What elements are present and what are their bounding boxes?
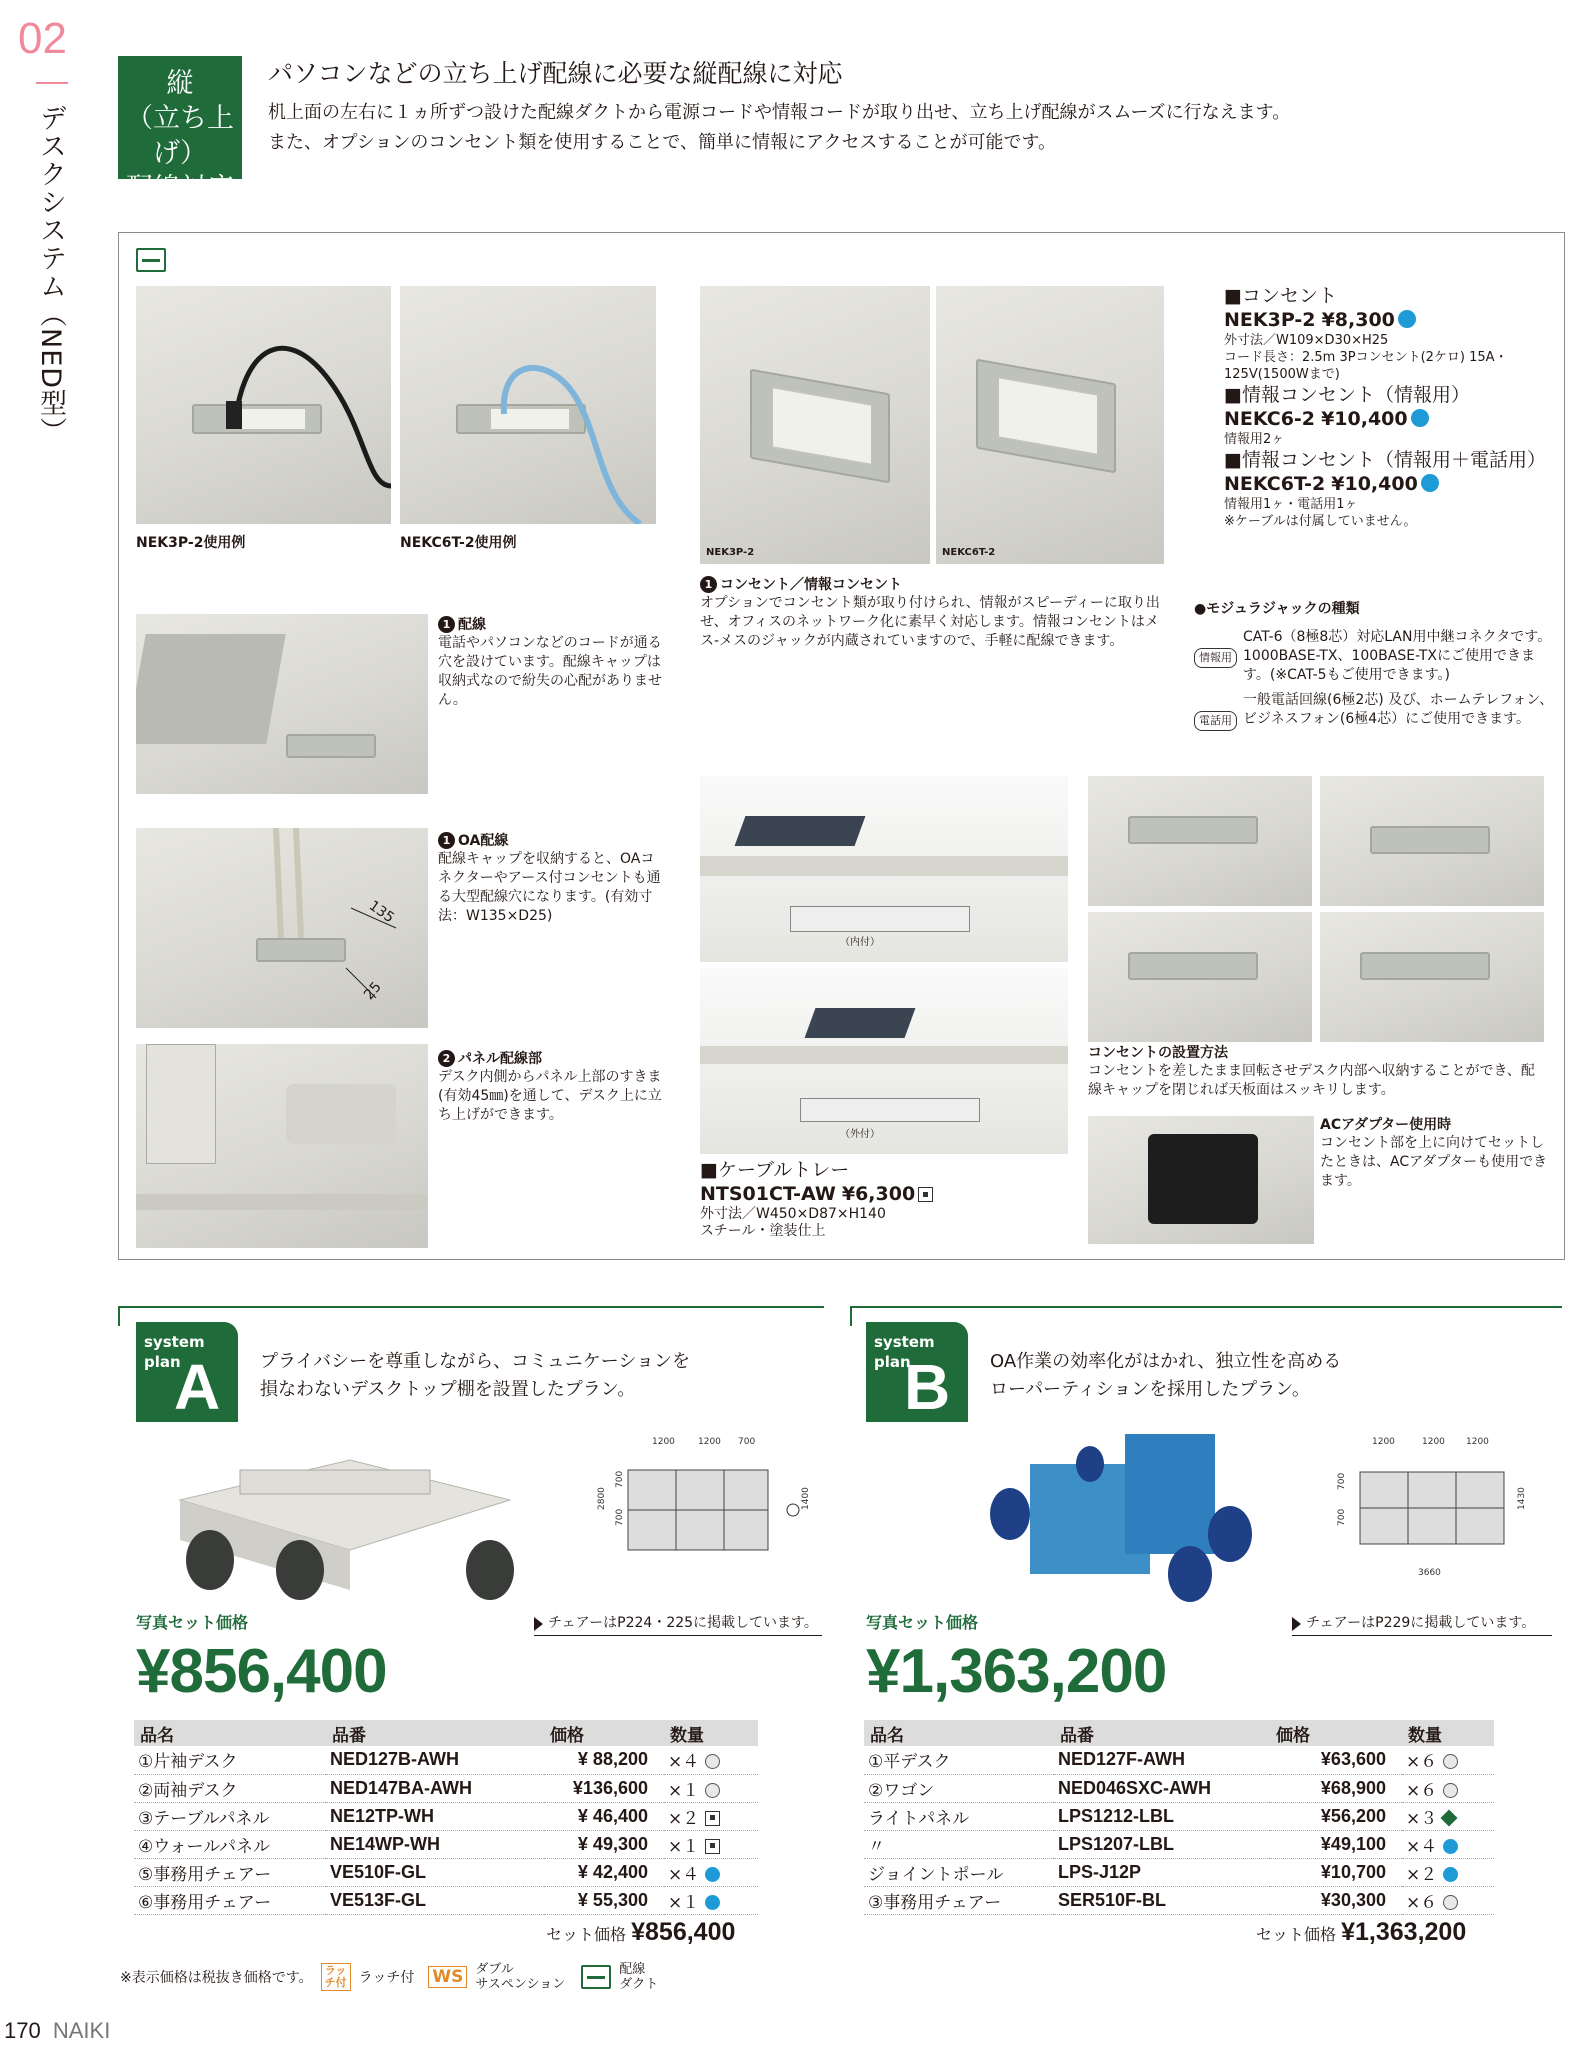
item-code bbox=[1054, 1886, 1270, 1914]
item-code bbox=[1054, 1858, 1270, 1886]
concent-title: コンセント／情報コンセント bbox=[720, 577, 902, 593]
item-code-text: NED147BA-AWH bbox=[330, 1777, 473, 1798]
item-name-text: ⑤事務用チェアー bbox=[138, 1864, 272, 1885]
plan-b-photo bbox=[990, 1424, 1270, 1610]
table-row bbox=[864, 1830, 1494, 1858]
item-name bbox=[864, 1886, 1054, 1914]
item-code-text: VE513F-GL bbox=[330, 1889, 427, 1910]
item-price bbox=[1270, 1830, 1402, 1858]
item-qty bbox=[664, 1858, 758, 1886]
section-number: 02 bbox=[18, 14, 67, 63]
item-name bbox=[864, 1774, 1054, 1802]
item-code bbox=[1054, 1774, 1270, 1802]
plan-a-set-total bbox=[546, 1918, 735, 1947]
item-code-text: SER510F-BL bbox=[1058, 1889, 1167, 1910]
jack-desc-tel: 一般電話回線(6極2芯) 及び、ホームテレフォン、ビジネスフォン(6極4芯）にご使用できます。 bbox=[1243, 692, 1554, 727]
item-price bbox=[1270, 1858, 1402, 1886]
item-code bbox=[1054, 1830, 1270, 1858]
table-row bbox=[134, 1746, 758, 1774]
plan-b-layout-diagram bbox=[1326, 1430, 1550, 1580]
item-qty bbox=[1402, 1858, 1494, 1886]
square-mark-icon bbox=[918, 1187, 933, 1202]
plan-a-rule bbox=[118, 1306, 824, 1308]
plan-a-dim-3: 700 bbox=[738, 1437, 756, 1447]
stock-dot-icon bbox=[1411, 409, 1429, 427]
product-concent-title: ■コンセント bbox=[1224, 285, 1337, 307]
feature-number: 1 bbox=[438, 616, 455, 633]
ring-mark-icon bbox=[1443, 1783, 1458, 1798]
plan-b-dim-6: 1430 bbox=[1517, 1487, 1527, 1510]
item-qty bbox=[1402, 1746, 1494, 1774]
col-code: 品番 bbox=[1054, 1720, 1270, 1746]
photo-setting-2 bbox=[1320, 776, 1544, 906]
plan-a-dim-2: 1200 bbox=[698, 1437, 721, 1447]
item-name-text: ジョイントポール bbox=[868, 1864, 1004, 1885]
item-code-text: VE510F-GL bbox=[330, 1861, 427, 1882]
plan-b-dim-7: 3660 bbox=[1418, 1568, 1441, 1578]
plan-a-tag bbox=[136, 1322, 238, 1422]
plan-b-system: system bbox=[874, 1333, 935, 1351]
item-name bbox=[134, 1858, 326, 1886]
item-qty bbox=[664, 1802, 758, 1830]
item-price bbox=[1270, 1774, 1402, 1802]
item-price bbox=[1270, 1802, 1402, 1830]
setting-title: コンセントの設置方法 bbox=[1088, 1045, 1228, 1061]
item-name bbox=[134, 1774, 326, 1802]
item-code-text: LPS1212-LBL bbox=[1058, 1805, 1175, 1826]
plan-a-rule-tick bbox=[118, 1306, 120, 1326]
item-price bbox=[1270, 1746, 1402, 1774]
plan-a-dim-1: 1200 bbox=[652, 1437, 675, 1447]
latch-label: ラッチ付 bbox=[358, 1970, 415, 1986]
item-code-text: NE12TP-WH bbox=[330, 1805, 435, 1826]
plan-b-rule-tick bbox=[850, 1306, 852, 1326]
product-concent-spec2: コード長さ：2.5m 3Pコンセント(2ケロ) 15A・125V(1500Wまで) bbox=[1224, 350, 1508, 382]
photo-ac-adapter bbox=[1088, 1116, 1314, 1244]
item-qty-text: ×６ bbox=[1406, 1892, 1438, 1913]
item-price bbox=[544, 1802, 664, 1830]
item-qty-text: ×２ bbox=[1406, 1864, 1438, 1885]
item-code bbox=[326, 1802, 544, 1830]
item-code-text: NE14WP-WH bbox=[330, 1833, 441, 1854]
item-qty bbox=[1402, 1830, 1494, 1858]
item-name-text: ⑥事務用チェアー bbox=[138, 1892, 272, 1913]
item-name-text: ②両袖デスク bbox=[138, 1780, 238, 1801]
item-qty-text: ×４ bbox=[1406, 1836, 1438, 1857]
latch-icon: ラッチ付 bbox=[321, 1963, 351, 1991]
item-name-text: ①片袖デスク bbox=[138, 1752, 238, 1773]
product-info-price: ¥10,400 bbox=[1321, 408, 1408, 430]
col-qty: 数量 bbox=[664, 1720, 758, 1746]
item-code bbox=[1054, 1802, 1270, 1830]
photo-nek3p-usage bbox=[136, 286, 391, 524]
item-qty-text: ×６ bbox=[1406, 1780, 1438, 1801]
badge-line-1: 縦 bbox=[166, 68, 194, 99]
photo-tray-inner bbox=[700, 776, 1068, 962]
plan-a-price-label: 写真セット価格 bbox=[136, 1613, 249, 1632]
plan-a-desc2: 損なわないデスクトップ棚を設置したプラン。 bbox=[260, 1379, 636, 1400]
plan-b-dim-1: 1200 bbox=[1372, 1437, 1395, 1447]
ac-desc: コンセント部を上に向けてセットしたときは、ACアダプターも使用できます。 bbox=[1320, 1135, 1548, 1189]
modular-jack-section bbox=[1194, 598, 1556, 731]
item-code bbox=[326, 1774, 544, 1802]
item-code-text: LPS-J12P bbox=[1058, 1861, 1142, 1882]
oa-title: OA配線 bbox=[458, 833, 509, 849]
col-name: 品名 bbox=[134, 1720, 326, 1746]
item-price-text: ¥10,700 bbox=[1320, 1861, 1386, 1882]
plan-b-set-price: ¥1,363,200 bbox=[1341, 1918, 1467, 1946]
item-qty bbox=[1402, 1802, 1494, 1830]
plan-b-dim-4: 700 bbox=[1337, 1472, 1347, 1490]
page-description bbox=[268, 98, 1488, 158]
item-name bbox=[864, 1746, 1054, 1774]
jack-tag-tel: 電話用 bbox=[1194, 711, 1237, 731]
plan-b-desc bbox=[990, 1348, 1341, 1404]
tray-spec1: 外寸法／W450×D87×H140 bbox=[700, 1206, 886, 1222]
haisen-desc: 電話やパソコンなどのコードが通る穴を設けています。配線キャップは収納式なので紛失の心配がありません。 bbox=[438, 635, 662, 708]
page-title: パソコンなどの立ち上げ配線に必要な縦配線に対応 bbox=[268, 59, 843, 88]
plan-a-desc bbox=[260, 1348, 690, 1404]
duct-label-2: ダクト bbox=[619, 1977, 659, 1992]
col-name: 品名 bbox=[864, 1720, 1054, 1746]
plan-a-set-label: セット価格 bbox=[546, 1925, 627, 1944]
blue-dot-icon bbox=[705, 1895, 720, 1910]
tray-inner-label: （内付） bbox=[840, 937, 880, 948]
plan-b-dim-3: 1200 bbox=[1466, 1437, 1489, 1447]
blue-dot-icon bbox=[1443, 1839, 1458, 1854]
item-qty-text: ×１ bbox=[668, 1780, 700, 1801]
photo-setting-4 bbox=[1320, 912, 1544, 1042]
item-name bbox=[864, 1858, 1054, 1886]
item-price bbox=[544, 1774, 664, 1802]
setting-method bbox=[1088, 1042, 1548, 1100]
tray-outer-label: （外付） bbox=[840, 1129, 880, 1140]
concent-desc: オプションでコンセント類が取り付けられ、情報がスピーディーに取り出せ、オフィスのネットワーク化に素早く対応します。情報コンセントはメス-メスのジャックが内蔵されていますので、手軽に配線できます。 bbox=[700, 595, 1160, 649]
plan-b-letter: B bbox=[904, 1351, 951, 1423]
plan-a-chair-note: チェアーはP224・225に掲載しています。 bbox=[534, 1612, 822, 1636]
item-price-text: ¥68,900 bbox=[1320, 1777, 1386, 1798]
col-price: 価格 bbox=[1270, 1720, 1402, 1746]
item-price-text: ¥49,100 bbox=[1320, 1833, 1386, 1854]
table-row bbox=[134, 1774, 758, 1802]
plan-b-desc1: OA作業の効率化がはかれ、独立性を高める bbox=[990, 1351, 1342, 1372]
wiring-duct-icon bbox=[581, 1965, 611, 1989]
photo-nekc6t bbox=[936, 286, 1164, 564]
section-title: デスクシステム（NED型） bbox=[35, 104, 66, 446]
ws-label-2: サスペンション bbox=[475, 1977, 566, 1992]
table-row bbox=[134, 1802, 758, 1830]
table-row bbox=[864, 1746, 1494, 1774]
item-price-text: ¥ 49,300 bbox=[577, 1833, 648, 1854]
item-name-text: ③事務用チェアー bbox=[868, 1892, 1002, 1913]
product-list bbox=[1224, 284, 1554, 530]
item-price bbox=[544, 1746, 664, 1774]
duct-label-1: 配線 bbox=[619, 1962, 646, 1977]
plan-b-set-label: セット価格 bbox=[1256, 1925, 1337, 1944]
plan-a-dim-5: 1400 bbox=[801, 1487, 811, 1510]
item-name bbox=[134, 1802, 326, 1830]
photo-panel-haisen bbox=[136, 1044, 428, 1248]
badge-line-2: （立ち上げ） bbox=[126, 103, 234, 169]
item-price bbox=[544, 1886, 664, 1914]
tray-title: ■ケーブルトレー bbox=[700, 1159, 850, 1181]
item-price-text: ¥ 88,200 bbox=[577, 1749, 648, 1770]
jack-tag-info: 情報用 bbox=[1194, 648, 1237, 668]
product-concent-spec1: 外寸法／W109×D30×H25 bbox=[1224, 333, 1389, 348]
footer-legend bbox=[120, 1962, 658, 1992]
item-price-text: ¥ 42,400 bbox=[577, 1861, 648, 1882]
photo-caption-nekc6t: NEKC6T-2使用例 bbox=[400, 535, 517, 551]
blue-dot-icon bbox=[1443, 1867, 1458, 1882]
product-info-code: NEKC6-2 bbox=[1224, 408, 1316, 430]
table-row bbox=[864, 1886, 1494, 1914]
product-concent-code: NEK3P-2 bbox=[1224, 309, 1316, 331]
item-qty bbox=[664, 1830, 758, 1858]
plan-b-chair-note: チェアーはP229に掲載しています。 bbox=[1292, 1612, 1552, 1636]
item-price-text: ¥56,200 bbox=[1320, 1805, 1386, 1826]
brand-name: NAIKI bbox=[52, 2018, 111, 2043]
photo-setting-1 bbox=[1088, 776, 1312, 906]
wiring-duct-icon bbox=[136, 248, 166, 272]
stock-dot-icon bbox=[1398, 310, 1416, 328]
item-qty-text: ×３ bbox=[1406, 1808, 1438, 1829]
ws-label-1: ダブル bbox=[475, 1962, 514, 1977]
ring-mark-icon bbox=[1443, 1895, 1458, 1910]
feature-badge bbox=[118, 56, 242, 204]
plan-b-dim-5: 700 bbox=[1337, 1508, 1347, 1526]
item-qty-text: ×６ bbox=[1406, 1752, 1438, 1773]
blue-dot-icon bbox=[705, 1867, 720, 1882]
plan-b-rule bbox=[850, 1306, 1562, 1308]
item-qty-text: ×４ bbox=[668, 1864, 700, 1885]
item-code bbox=[1054, 1746, 1270, 1774]
haisen-feature bbox=[438, 614, 668, 710]
item-price-text: ¥63,600 bbox=[1320, 1749, 1386, 1770]
item-price-text: ¥ 46,400 bbox=[577, 1805, 648, 1826]
product-infotel-spec2: ※ケーブルは付属していません。 bbox=[1224, 514, 1417, 529]
item-qty bbox=[664, 1746, 758, 1774]
item-code bbox=[326, 1886, 544, 1914]
product-infotel-price: ¥10,400 bbox=[1331, 473, 1418, 495]
item-code bbox=[326, 1858, 544, 1886]
item-price-text: ¥30,300 bbox=[1320, 1889, 1386, 1910]
concent-feature bbox=[700, 574, 1160, 651]
ring-mark-icon bbox=[705, 1754, 720, 1769]
product-concent-price: ¥8,300 bbox=[1321, 309, 1395, 331]
plan-a-photo bbox=[150, 1430, 550, 1610]
oa-feature bbox=[438, 830, 668, 926]
plan-b-price-label: 写真セット価格 bbox=[866, 1613, 979, 1632]
page-footer bbox=[4, 2018, 110, 2044]
col-price: 価格 bbox=[544, 1720, 664, 1746]
oa-dim-depth: 25 bbox=[361, 979, 385, 1003]
page-number: 170 bbox=[4, 2018, 41, 2043]
item-name bbox=[134, 1830, 326, 1858]
feature-number: 1 bbox=[700, 576, 717, 593]
item-qty bbox=[664, 1886, 758, 1914]
tax-note: ※表示価格は税抜き価格です。 bbox=[120, 1970, 313, 1986]
ac-title: ACアダプター使用時 bbox=[1320, 1117, 1452, 1133]
table-row bbox=[864, 1802, 1494, 1830]
item-price-text: ¥ 55,300 bbox=[577, 1889, 648, 1910]
plan-b-plan: plan bbox=[874, 1353, 911, 1371]
plan-a-layout-diagram bbox=[588, 1430, 818, 1580]
table-row bbox=[134, 1830, 758, 1858]
feature-number: 2 bbox=[438, 1050, 455, 1067]
plan-b-dim-2: 1200 bbox=[1422, 1437, 1445, 1447]
item-name-text: ②ワゴン bbox=[868, 1780, 935, 1801]
plan-b-set-total bbox=[1256, 1918, 1466, 1947]
item-code-text: NED127F-AWH bbox=[1058, 1749, 1186, 1770]
plan-a-letter: A bbox=[174, 1351, 221, 1423]
item-price-text: ¥136,600 bbox=[572, 1777, 648, 1798]
item-qty bbox=[664, 1774, 758, 1802]
item-price bbox=[544, 1830, 664, 1858]
setting-desc: コンセントを差したまま回転させデスク内部へ収納することができ、配線キャップを閉じれば天板面はスッキリします。 bbox=[1088, 1063, 1535, 1098]
item-code bbox=[326, 1746, 544, 1774]
item-code-text: NED127B-AWH bbox=[330, 1749, 460, 1770]
col-qty: 数量 bbox=[1402, 1720, 1494, 1746]
photo-haisen bbox=[136, 614, 428, 794]
item-qty bbox=[1402, 1774, 1494, 1802]
item-name-text: ④ウォールパネル bbox=[138, 1836, 271, 1857]
tray-price: ¥6,300 bbox=[841, 1183, 916, 1205]
photo-nekc6t-usage bbox=[400, 286, 656, 524]
photo-label-nek3p: NEK3P-2 bbox=[706, 547, 755, 558]
item-price bbox=[544, 1858, 664, 1886]
item-name-text: ①平デスク bbox=[868, 1752, 951, 1773]
photo-tray-outer bbox=[700, 968, 1068, 1154]
table-row bbox=[864, 1858, 1494, 1886]
photo-caption-nek3p: NEK3P-2使用例 bbox=[136, 535, 246, 551]
ring-mark-icon bbox=[705, 1783, 720, 1798]
feature-number: 1 bbox=[438, 832, 455, 849]
cable-drawing bbox=[136, 286, 391, 524]
item-qty-text: ×１ bbox=[668, 1892, 700, 1913]
photo-nek3p bbox=[700, 286, 930, 564]
plan-a-dim-7: 700 bbox=[615, 1508, 625, 1526]
item-code-text: LPS1207-LBL bbox=[1058, 1833, 1175, 1854]
tray-code: NTS01CT-AW bbox=[700, 1183, 836, 1205]
desc-line-2: また、オプションのコンセント類を使用することで、簡単に情報にアクセスすることが可能です。 bbox=[268, 132, 1057, 153]
oa-dim-width: 135 bbox=[365, 897, 397, 927]
plan-b-table bbox=[864, 1720, 1494, 1915]
desc-line-1: 机上面の左右に１ヵ所ずつ設けた配線ダクトから電源コードや情報コードが取り出せ、立ち上げ配線がスムーズに行なえます。 bbox=[268, 102, 1291, 123]
jack-desc-info: CAT-6（8極8芯）対応LAN用中継コネクタです。1000BASE-TX、100BASE-TXにご使用できます。(※CAT-5もご使用できます。) bbox=[1243, 629, 1552, 683]
plan-a-table bbox=[134, 1720, 758, 1915]
photo-setting-3 bbox=[1088, 912, 1312, 1042]
item-name bbox=[134, 1886, 326, 1914]
photo-oa-haisen bbox=[136, 828, 428, 1028]
item-name-text: ライトパネル bbox=[868, 1808, 970, 1829]
item-price bbox=[1270, 1886, 1402, 1914]
item-qty-text: ×１ bbox=[668, 1836, 700, 1857]
item-name bbox=[864, 1802, 1054, 1830]
plan-a-plan: plan bbox=[144, 1353, 181, 1371]
product-infotel-title: ■情報コンセント（情報用＋電話用） bbox=[1224, 449, 1546, 471]
table-row bbox=[864, 1774, 1494, 1802]
item-name-text: ③テーブルパネル bbox=[138, 1808, 270, 1829]
product-infotel-code: NEKC6T-2 bbox=[1224, 473, 1326, 495]
diamond-mark-icon bbox=[1441, 1809, 1458, 1826]
ac-adapter-info bbox=[1320, 1114, 1552, 1191]
cable-tray-product bbox=[700, 1158, 1080, 1240]
item-name-text: 〃 bbox=[868, 1836, 885, 1857]
lan-cable-drawing bbox=[400, 286, 656, 524]
plan-a-system: system bbox=[144, 1333, 205, 1351]
plan-a-set-price: ¥856,400 bbox=[631, 1918, 736, 1946]
badge-line-3: 配線対応 bbox=[126, 173, 234, 204]
item-name bbox=[864, 1830, 1054, 1858]
plan-b-big-price: ¥1,363,200 bbox=[866, 1637, 1167, 1706]
plan-a-desc1: プライバシーを尊重しながら、コミュニケーションを bbox=[260, 1351, 691, 1372]
dimension-drawing bbox=[136, 828, 428, 1028]
item-qty-text: ×２ bbox=[668, 1808, 700, 1829]
plan-a-big-price: ¥856,400 bbox=[136, 1637, 387, 1706]
stock-dot-icon bbox=[1421, 474, 1439, 492]
section-rule bbox=[36, 82, 68, 84]
tray-spec2: スチール・塗装仕上 bbox=[700, 1223, 826, 1239]
ring-mark-icon bbox=[1443, 1754, 1458, 1769]
plan-a-dim-4: 2800 bbox=[597, 1487, 607, 1510]
haisen-title: 配線 bbox=[458, 617, 486, 633]
square-mark-icon bbox=[705, 1811, 720, 1826]
table-row bbox=[134, 1858, 758, 1886]
plan-a-dim-6: 700 bbox=[615, 1470, 625, 1488]
item-qty-text: ×４ bbox=[668, 1752, 700, 1773]
item-name bbox=[134, 1746, 326, 1774]
table-row bbox=[134, 1886, 758, 1914]
product-info-spec: 情報用2ヶ bbox=[1224, 432, 1285, 447]
product-infotel-spec1: 情報用1ヶ・電話用1ヶ bbox=[1224, 497, 1358, 512]
panel-desc: デスク内側からパネル上部のすきま(有効45㎜)を通して、デスク上に立ち上げができます。 bbox=[438, 1069, 662, 1123]
product-info-title: ■情報コンセント（情報用） bbox=[1224, 384, 1470, 406]
panel-title: パネル配線部 bbox=[458, 1051, 542, 1067]
plan-b-desc2: ローパーティションを採用したプラン。 bbox=[990, 1379, 1310, 1400]
item-qty bbox=[1402, 1886, 1494, 1914]
double-suspension-icon: WS bbox=[428, 1966, 467, 1988]
photo-label-nekc6t: NEKC6T-2 bbox=[942, 547, 996, 558]
square-mark-icon bbox=[705, 1839, 720, 1854]
col-code: 品番 bbox=[326, 1720, 544, 1746]
oa-desc: 配線キャップを収納すると、OAコネクターやアース付コンセントも通る大型配線穴になります。(有効寸法：W135×D25) bbox=[438, 851, 661, 924]
item-code-text: NED046SXC-AWH bbox=[1058, 1777, 1212, 1798]
modular-title: ●モジュラジャックの種類 bbox=[1194, 601, 1360, 617]
item-code bbox=[326, 1830, 544, 1858]
panel-feature bbox=[438, 1048, 668, 1125]
plan-b-tag bbox=[866, 1322, 968, 1422]
